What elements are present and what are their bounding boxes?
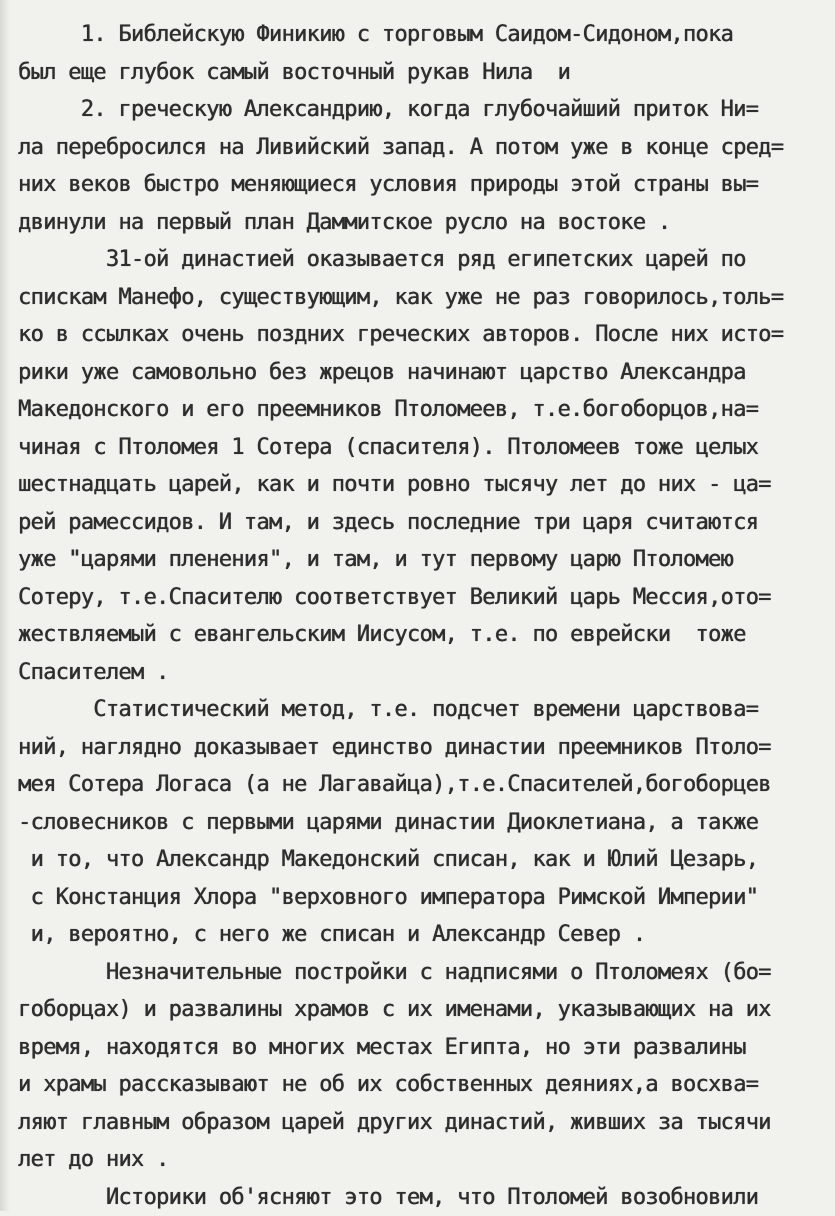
text-line: Статистический метод, т.е. подсчет времени царствова= bbox=[18, 691, 821, 729]
text-line: Спасителем . bbox=[18, 654, 821, 692]
text-line: и храмы рассказывают не об их собственных деяниях,а восхва= bbox=[18, 1066, 821, 1104]
text-line: рей рамессидов. И там, и здесь последние три царя считаются bbox=[18, 504, 821, 542]
text-line: ляют главным образом царей других династий, живших за тысячи bbox=[18, 1104, 821, 1142]
text-line: ко в ссылках очень поздних греческих авторов. После них исто= bbox=[18, 316, 821, 354]
text-line: них веков быстро меняющиеся условия природы этой страны вы= bbox=[18, 166, 821, 204]
text-line: и, вероятно, с него же списан и Александр Север . bbox=[18, 916, 821, 954]
text-line: -словесников с первыми царями династии Диоклетиана, а также bbox=[18, 804, 821, 842]
text-line: с Констанция Хлора "верховного императора Римской Империи" bbox=[18, 879, 821, 917]
text-line: двинули на первый план Даммитское русло на востоке . bbox=[18, 204, 821, 242]
text-line: ний, наглядно доказывает единство династии преемников Птоло= bbox=[18, 729, 821, 767]
text-line: Историки об'ясняют это тем, что Птоломей возобновили bbox=[18, 1179, 821, 1216]
text-line: лет до них . bbox=[18, 1141, 821, 1179]
text-line: гоборцах) и развалины храмов с их именами, указывающих на их bbox=[18, 991, 821, 1029]
text-line: 31-ой династией оказывается ряд египетских царей по bbox=[18, 241, 821, 279]
text-line: 2. греческую Александрию, когда глубочайший приток Ни= bbox=[18, 91, 821, 129]
text-line: шестнадцать царей, как и почти ровно тысячу лет до них - ца= bbox=[18, 466, 821, 504]
text-line: Сотеру, т.е.Спасителю соответствует Великий царь Мессия,ото= bbox=[18, 579, 821, 617]
text-line: чиная с Птоломея 1 Сотера (спасителя). Птоломеев тоже целых bbox=[18, 429, 821, 467]
text-line: Незначительные постройки с надписями о Птоломеях (бо= bbox=[18, 954, 821, 992]
text-line: был еще глубок самый восточный рукав Нила и bbox=[18, 54, 821, 92]
text-line: уже "царями пленения", и там, и тут первому царю Птоломею bbox=[18, 541, 821, 579]
text-line: жествляемый с евангельским Иисусом, т.е. по еврейски тоже bbox=[18, 616, 821, 654]
text-line: Македонского и его преемников Птоломеев, т.е.богоборцов,на= bbox=[18, 391, 821, 429]
text-line: мея Сотера Логаса (а не Лагавайца),т.е.Спасителей,богоборцев bbox=[18, 766, 821, 804]
text-line: 1. Библейскую Финикию с торговым Саидом-Сидоном,пока bbox=[18, 16, 821, 54]
text-line: время, находятся во многих местах Египта, но эти развалины bbox=[18, 1029, 821, 1067]
text-line: ла перебросился на Ливийский запад. А потом уже в конце сред= bbox=[18, 129, 821, 167]
text-line: спискам Манефо, существующим, как уже не раз говорилось,толь= bbox=[18, 279, 821, 317]
text-line: рики уже самовольно без жрецов начинают царство Александра bbox=[18, 354, 821, 392]
text-line: и то, что Александр Македонский списан, как и Юлий Цезарь, bbox=[18, 841, 821, 879]
